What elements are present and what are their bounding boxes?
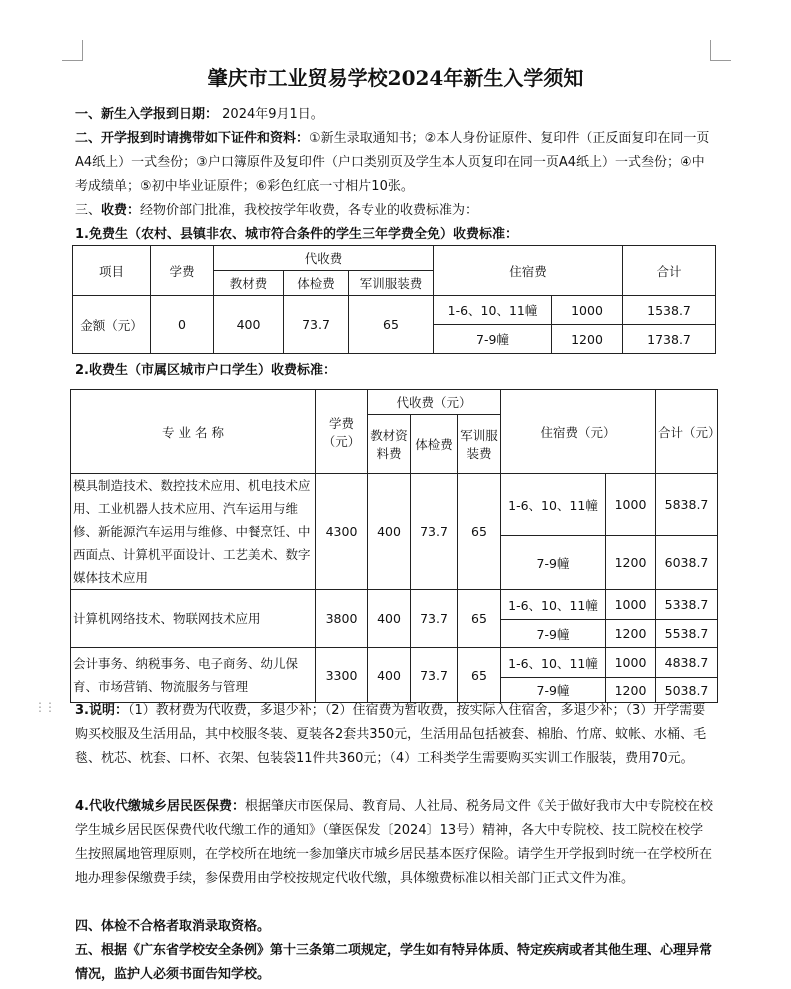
header-dorm: 住宿费（元） <box>501 390 656 474</box>
paid-student-fee-table <box>70 389 721 703</box>
section-heading: 4.代收代缴城乡居民医保费： <box>75 799 245 814</box>
section-body: 经物价部门批准，我校按学年收费，各专业的收费标准为： <box>140 203 479 218</box>
margin-mark <box>710 40 731 61</box>
cell-uniform: 65 <box>349 296 434 354</box>
section-body: 根据肇庆市医保局、教育局、人社局、税务局文件《关于做好我市大中专院校在校学生城乡居民医保费代收代缴工作的通知》（肇医保发〔2024〕13号）精神，各大中专院校、技工院校在校学生按照属地管理原则，在学校所在地统一参加肇庆市城乡居民基本医疗保险。请学生开学报到时统一在学校所在地办理参保缴费手续，参保费用由学校按规定代收代缴，具体缴费标准以相关部门正式文件为准。 <box>75 799 713 886</box>
header-exam: 体检费 <box>411 415 458 474</box>
cell-dorm-fee: 1000 <box>606 474 656 536</box>
cell-exam: 73.7 <box>284 296 349 354</box>
note-3 <box>75 699 715 771</box>
cell-dorm-building: 7-9幢 <box>501 536 606 590</box>
header-books: 教材资料费 <box>368 415 411 474</box>
section-2 <box>75 127 715 199</box>
page-title: 肇庆市工业贸易学校2024年新生入学须知 <box>207 66 584 90</box>
cell-dorm-fee: 1000 <box>606 590 656 620</box>
cell-dorm-building: 1-6、10、11幢 <box>501 648 606 678</box>
cell-total: 6038.7 <box>656 536 718 590</box>
cell-tuition: 4300 <box>316 474 368 590</box>
header-tuition: 学费 <box>151 246 214 296</box>
cell-dorm-fee: 1200 <box>552 325 623 354</box>
cell-exam: 73.7 <box>411 648 458 703</box>
section-4: 四、体检不合格者取消录取资格。 <box>75 919 271 934</box>
cell-dorm-building: 1-6、10、11幢 <box>501 474 606 536</box>
cell-major: 会计事务、纳税事务、电子商务、幼儿保育、市场营销、物流服务与管理 <box>71 648 316 703</box>
header-dorm: 住宿费 <box>434 246 623 296</box>
cell-total: 5338.7 <box>656 590 718 620</box>
cell-total: 5838.7 <box>656 474 718 536</box>
cell-dorm-fee: 1000 <box>552 296 623 325</box>
drag-handle-icon[interactable]: ⋮⋮ <box>34 700 54 714</box>
header-collect: 代收费 <box>214 246 434 271</box>
section-body: ①新生录取通知书；②本人身份证原件、复印件（正反面复印在同一页A4纸上）一式叁份；③户口簿原件及复印件（户口类别页及学生本人页复印在同一页A4纸上）一式叁份；④中考成绩单；⑤初中毕业证原件；⑥彩色红底一寸相片10张。 <box>75 131 710 194</box>
cell-major: 计算机网络技术、物联网技术应用 <box>71 590 316 648</box>
cell-total: 4838.7 <box>656 648 718 678</box>
header-total: 合计（元） <box>656 390 718 474</box>
cell-dorm-building: 7-9幢 <box>501 678 606 703</box>
cell-dorm-building: 1-6、10、11幢 <box>434 296 552 325</box>
cell-tuition: 0 <box>151 296 214 354</box>
cell-books: 400 <box>368 590 411 648</box>
row-label: 金额（元） <box>73 296 151 354</box>
section-heading: 一、新生入学报到日期： <box>75 107 219 122</box>
note-4 <box>75 795 715 891</box>
cell-books: 400 <box>368 648 411 703</box>
section-heading: 收费： <box>101 203 141 218</box>
cell-total: 1538.7 <box>623 296 716 325</box>
margin-mark <box>62 40 83 61</box>
cell-total: 1738.7 <box>623 325 716 354</box>
section-5: 五、根据《广东省学校安全条例》第十三条第二项规定，学生如有特异体质、特定疾病或者其他生理、心理异常情况，监护人必须书面告知学校。 <box>75 943 713 982</box>
cell-dorm-building: 1-6、10、11幢 <box>501 590 606 620</box>
header-major: 专 业 名 称 <box>71 390 316 474</box>
cell-tuition: 3300 <box>316 648 368 703</box>
cell-books: 400 <box>368 474 411 590</box>
cell-exam: 73.7 <box>411 590 458 648</box>
header-collect: 代收费（元） <box>368 390 501 415</box>
header-item: 项目 <box>73 246 151 296</box>
cell-dorm-fee: 1000 <box>606 648 656 678</box>
section-number: 三、 <box>75 203 102 218</box>
cell-uniform: 65 <box>458 590 501 648</box>
cell-dorm-fee: 1200 <box>606 620 656 648</box>
table2-caption: 2.收费生（市属区城市户口学生）收费标准： <box>75 363 336 378</box>
cell-total: 5538.7 <box>656 620 718 648</box>
cell-uniform: 65 <box>458 474 501 590</box>
section-heading: 二、开学报到时请携带如下证件和资料： <box>75 131 310 146</box>
header-books: 教材费 <box>214 271 284 296</box>
free-student-fee-table <box>72 245 716 354</box>
header-uniform: 军训服装费 <box>458 415 501 474</box>
cell-uniform: 65 <box>458 648 501 703</box>
cell-tuition: 3800 <box>316 590 368 648</box>
cell-total: 5038.7 <box>656 678 718 703</box>
section-body: 2024年9月1日。 <box>218 107 324 122</box>
header-total: 合计 <box>623 246 716 296</box>
cell-dorm-building: 7-9幢 <box>434 325 552 354</box>
cell-dorm-building: 7-9幢 <box>501 620 606 648</box>
table1-caption: 1.免费生（农村、县镇非农、城市符合条件的学生三年学费全免）收费标准： <box>75 227 518 242</box>
cell-dorm-fee: 1200 <box>606 536 656 590</box>
section-1 <box>75 103 715 127</box>
header-exam: 体检费 <box>284 271 349 296</box>
cell-exam: 73.7 <box>411 474 458 590</box>
section-heading: 3.说明： <box>75 703 128 718</box>
header-tuition: 学费（元） <box>316 390 368 474</box>
header-uniform: 军训服装费 <box>349 271 434 296</box>
cell-dorm-fee: 1200 <box>606 678 656 703</box>
section-3 <box>75 199 715 223</box>
cell-books: 400 <box>214 296 284 354</box>
cell-major: 模具制造技术、数控技术应用、机电技术应用、工业机器人技术应用、汽车运用与维修、新能源汽车运用与维修、中餐烹饪、中西面点、计算机平面设计、工艺美术、数字媒体技术应用 <box>71 474 316 590</box>
section-body: （1）教材费为代收费，多退少补；（2）住宿费为暂收费，按实际入住宿舍，多退少补；（3）开学需要购买校服及生活用品，其中校服冬装、夏装各2套共350元，生活用品包括被套、棉胎、竹席、蚊帐、水桶、毛毯、枕芯、枕套、口杯、衣架、包装袋11件共360元；（4）工科类学生需要购买实训工作服装，费用70元。 <box>75 703 707 766</box>
